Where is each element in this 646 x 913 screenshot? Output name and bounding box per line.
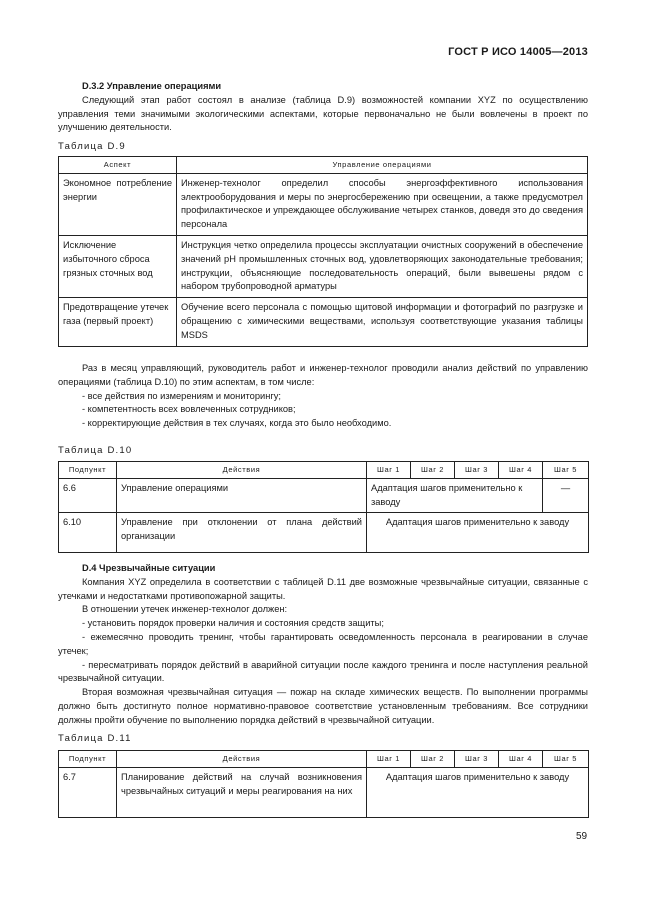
steps-cell: Адаптация шагов применительно к заводу (367, 513, 589, 553)
table-d11-block (58, 732, 588, 746)
table-caption: Таблица D.10 (58, 445, 133, 456)
table-row (59, 298, 588, 346)
column-header: Управление операциями (177, 157, 588, 174)
section-heading: D.3.2 Управление операциями (82, 81, 222, 91)
clause-cell: 6.7 (59, 767, 117, 817)
column-header: Шаг 2 (411, 462, 455, 479)
section-heading: D.4 Чрезвычайные ситуации (82, 563, 216, 573)
list-item: - все действия по измерениям и мониторингу; (82, 390, 281, 401)
column-header: Подпункт (59, 751, 117, 768)
paragraph: Следующий этап работ состоял в анализе (таблица D.9) возможностей компании XYZ по осуществлению управления теми значимыми экологическими аспектами, которые первоначально не были вовлечены в проект по улучшению деятельности. (58, 94, 588, 133)
table-caption: Таблица D.9 (58, 141, 126, 152)
column-header: Шаг 3 (455, 751, 499, 768)
table-d11 (58, 750, 589, 818)
paragraph: В отношении утечек инженер-технолог должен: (82, 604, 288, 615)
section-d4 (58, 562, 588, 728)
table-d10-wrapper (58, 461, 588, 553)
control-cell: Обучение всего персонала с помощью щитовой информации и фотографий по разгрузке и обращению с химическими веществами, используя соответствующие указания таблицы MSDS (177, 298, 588, 346)
paragraph: Раз в месяц управляющий, руководитель работ и инженер-технолог проводили анализ действий по управлению операциями (таблица D.10) по этим аспектам, в том числе: (58, 363, 588, 387)
table-header-row (59, 462, 589, 479)
column-header: Шаг 5 (543, 462, 589, 479)
column-header: Шаг 2 (411, 751, 455, 768)
list-item: - корректирующие действия в тех случаях, когда это было необходимо. (82, 418, 392, 429)
column-header: Шаг 1 (367, 462, 411, 479)
table-header-row (59, 751, 589, 768)
table-d9 (58, 156, 588, 347)
document-standard-header: ГОСТ Р ИСО 14005—2013 (448, 46, 588, 58)
control-cell: Инструкция четко определила процессы эксплуатации очистных сооружений в обеспечение значений pH промышленных сточных вод, удовлетворяющих законодательные требования; инструкции, объясняющие последовательность операций, были вывешены рядом с набором трубопроводной арматуры (177, 235, 588, 297)
table-d9-wrapper (58, 156, 588, 347)
column-header: Шаг 4 (499, 462, 543, 479)
table-d11-wrapper (58, 750, 588, 818)
table-row (59, 478, 589, 513)
table-d10-block (58, 444, 588, 458)
table-row (59, 513, 589, 553)
column-header: Действия (117, 462, 367, 479)
step5-cell: — (543, 478, 589, 513)
table-caption: Таблица D.11 (58, 733, 132, 744)
list-item: - ежемесячно проводить тренинг, чтобы гарантировать осведомленность персонала в реагировании в случае утечек; (58, 631, 588, 656)
section-d32 (58, 80, 588, 135)
table-row (59, 173, 588, 235)
monthly-analysis (58, 362, 588, 431)
action-cell: Управление операциями (117, 478, 367, 513)
action-cell: Управление при отклонении от плана действий организации (117, 513, 367, 553)
table-header-row (59, 157, 588, 174)
action-cell: Планирование действий на случай возникновения чрезвычайных ситуаций и меры реагирования на них (117, 767, 367, 817)
column-header: Действия (117, 751, 367, 768)
list-item: - установить порядок проверки наличия и состояния средств защиты; (82, 618, 384, 629)
list-item: - пересматривать порядок действий в аварийной ситуации после каждого тренинга и после наступления реальной чрезвычайной ситуации. (58, 659, 588, 684)
column-header: Подпункт (59, 462, 117, 479)
paragraph: Вторая возможная чрезвычайная ситуация — пожар на складе химических веществ. По выполнении программы должно быть достигнуто полное нормативно-правовое соответствие установленным требованиям. Все сотрудники должны пройти обучение по выполнению порядка действий в чрезвычайной ситуации. (58, 687, 588, 725)
list-item: - компетентность всех вовлеченных сотрудников; (82, 404, 296, 415)
paragraph: Компания XYZ определила в соответствии с таблицей D.11 две возможные чрезвычайные ситуации, связанные с утечками и недостатками противопожарной защиты. (58, 576, 588, 601)
column-header: Аспект (59, 157, 177, 174)
clause-cell: 6.10 (59, 513, 117, 553)
column-header: Шаг 4 (499, 751, 543, 768)
table-row (59, 767, 589, 817)
clause-cell: 6.6 (59, 478, 117, 513)
column-header: Шаг 5 (543, 751, 589, 768)
column-header: Шаг 1 (367, 751, 411, 768)
page-number: 59 (576, 831, 588, 842)
aspect-cell: Экономное потребление энергии (59, 173, 177, 235)
control-cell: Инженер-технолог определил способы энергоэффективного использования электрооборудования и меры по энергосбережению при освещении, а также предусмотрел профилактическое и упреждающее обслуживание четырех станков, доведя это до сведения персонала (177, 173, 588, 235)
table-d10 (58, 461, 589, 553)
steps-cell: Адаптация шагов применительно к заводу (367, 478, 543, 513)
aspect-cell: Исключение избыточного сброса грязных сточных вод (59, 235, 177, 297)
steps-cell: Адаптация шагов применительно к заводу (367, 767, 589, 817)
table-d9-block (58, 140, 588, 154)
column-header: Шаг 3 (455, 462, 499, 479)
table-row (59, 235, 588, 297)
aspect-cell: Предотвращение утечек газа (первый проект) (59, 298, 177, 346)
